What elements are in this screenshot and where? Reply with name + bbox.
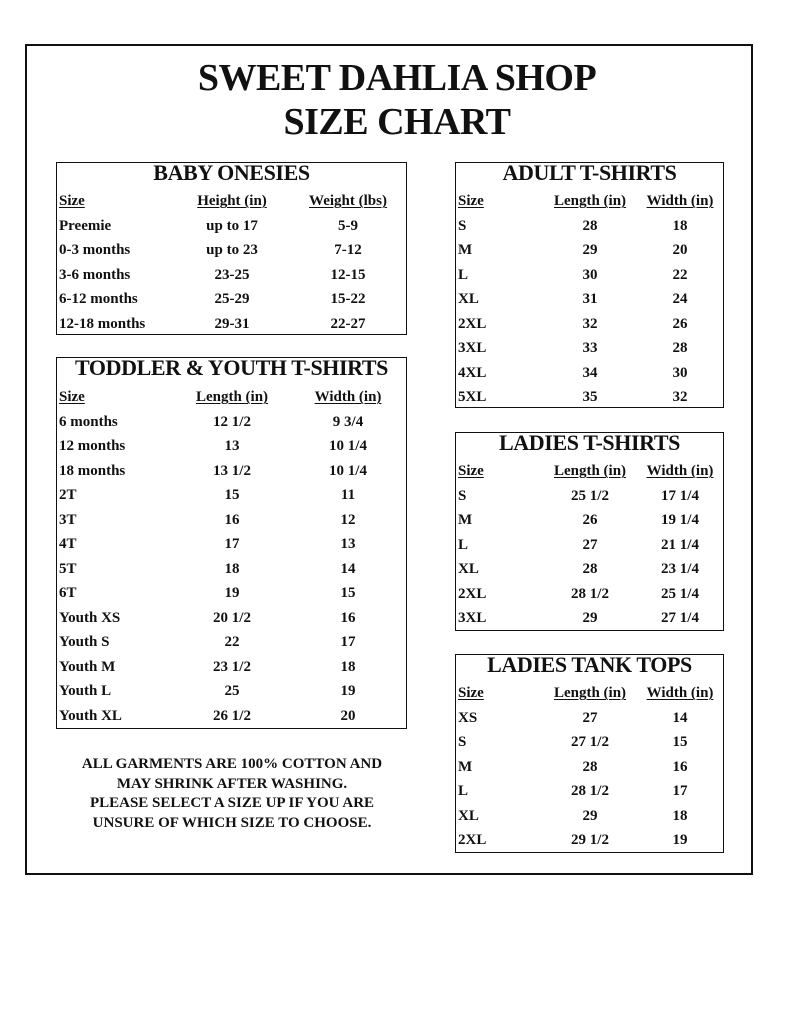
toddler-cell: Youth S (59, 634, 110, 650)
tank-cell: 15 (672, 734, 688, 750)
tank-cell: 14 (672, 709, 688, 726)
toddler-cell: 2T (59, 487, 77, 503)
ladies-tank-title: LADIES TANK TOPS (487, 652, 692, 677)
tank-cell: 17 (672, 783, 688, 799)
tank-cell: 29 (582, 807, 598, 824)
tank-cell: 16 (672, 758, 688, 775)
toddler-cell: 6 months (59, 413, 118, 430)
ladies-column-header: Width (in) (646, 463, 714, 479)
toddler-column-header: Width (in) (314, 389, 382, 405)
adult-cell: 30 (582, 266, 598, 283)
toddler-cell: 10 1/4 (329, 438, 367, 454)
tank-cell: XS (458, 709, 478, 726)
baby-cell: 5-9 (338, 217, 358, 234)
baby-cell: 29-31 (214, 315, 250, 332)
tank-cell: S (458, 734, 467, 750)
adult-cell: 3XL (458, 340, 487, 356)
baby-cell: 25-29 (214, 291, 250, 307)
baby-cell: 0-3 months (59, 242, 131, 258)
tank-column-header: Size (458, 685, 484, 701)
tank-cell: 28 1/2 (571, 783, 609, 799)
ladies-column-header: Size (458, 463, 484, 479)
chart-title: SIZE CHART (283, 101, 511, 143)
toddler-cell: 11 (340, 487, 356, 503)
ladies-cell: 25 1/2 (571, 487, 609, 504)
care-note (56, 755, 408, 833)
toddler-cell: 18 (224, 560, 240, 577)
toddler-cell: 3T (59, 511, 77, 528)
toddler-cell: 19 (340, 683, 356, 699)
baby-cell: 6-12 months (59, 291, 138, 307)
toddler-cell: 14 (340, 560, 356, 577)
ladies-cell: 27 (582, 536, 598, 553)
toddler-cell: 18 months (59, 462, 126, 479)
tank-cell: 29 1/2 (571, 832, 609, 848)
toddler-cell: 18 (340, 658, 356, 675)
ladies-tshirts-title: LADIES T-SHIRTS (499, 430, 680, 455)
toddler-cell: 15 (224, 487, 240, 503)
baby-cell: 23-25 (214, 266, 250, 283)
toddler-cell: Youth L (59, 683, 112, 699)
baby-cell: 12-15 (330, 266, 366, 283)
toddler-column-header: Size (59, 389, 85, 405)
toddler-cell: 17 (340, 634, 356, 650)
toddler-column-header: Length (in) (195, 389, 269, 405)
toddler-cell: 26 1/2 (213, 707, 251, 724)
ladies-cell: 29 (582, 610, 598, 626)
care-note-line: MAY SHRINK AFTER WASHING. (116, 775, 348, 792)
ladies-cell: 21 1/4 (661, 536, 699, 553)
ladies-cell: 3XL (458, 610, 487, 626)
adult-cell: 32 (582, 315, 598, 332)
adult-cell: 30 (672, 364, 688, 381)
toddler-cell: 12 1/2 (213, 413, 251, 430)
toddler-cell: 23 1/2 (213, 658, 251, 675)
toddler-cell: 4T (59, 536, 77, 552)
toddler-cell: 5T (59, 560, 77, 577)
ladies-cell: M (458, 512, 473, 528)
ladies-cell: S (458, 487, 467, 504)
adult-cell: 4XL (458, 364, 487, 381)
tank-column-header: Length (in) (553, 685, 627, 701)
ladies-cell: 23 1/4 (661, 561, 699, 577)
toddler-cell: 12 months (59, 438, 126, 454)
adult-cell: L (458, 266, 469, 283)
tank-column-header: Width (in) (646, 685, 714, 701)
adult-cell: 2XL (458, 315, 487, 332)
toddler-cell: 13 (224, 438, 240, 454)
adult-cell: 28 (582, 217, 598, 234)
adult-cell: 31 (582, 291, 598, 307)
adult-cell: 24 (672, 291, 688, 307)
tank-cell: 18 (672, 807, 688, 824)
baby-cell: up to 17 (206, 217, 258, 234)
baby-cell: 7-12 (334, 242, 362, 258)
ladies-cell: 17 1/4 (661, 487, 699, 504)
tank-cell: 2XL (458, 832, 487, 848)
toddler-cell: 16 (224, 511, 240, 528)
toddler-cell: 20 1/2 (213, 609, 251, 626)
adult-cell: 20 (672, 242, 688, 258)
ladies-column-header: Length (in) (553, 463, 627, 479)
tank-cell: M (458, 758, 473, 775)
adult-tshirts-title: ADULT T-SHIRTS (502, 160, 677, 185)
baby-cell: 3-6 months (59, 266, 131, 283)
adult-cell: 33 (582, 340, 598, 356)
ladies-cell: 27 1/4 (661, 610, 699, 626)
adult-column-header: Length (in) (553, 193, 627, 209)
toddler-cell: 25 (224, 683, 240, 699)
toddler-cell: Youth XS (59, 609, 121, 626)
adult-cell: 26 (672, 315, 688, 332)
toddler-cell: Youth XL (59, 707, 122, 724)
adult-cell: M (458, 242, 473, 258)
toddler-cell: 22 (224, 634, 240, 650)
tank-cell: 28 (582, 758, 598, 775)
toddler-cell: 16 (340, 609, 356, 626)
adult-cell: 28 (672, 340, 688, 356)
adult-column-header: Size (458, 193, 484, 209)
ladies-cell: L (458, 536, 469, 553)
adult-cell: 34 (582, 364, 598, 381)
baby-cell: 15-22 (330, 291, 366, 307)
tank-cell: 27 (582, 709, 598, 726)
adult-cell: S (458, 217, 467, 234)
toddler-cell: 10 1/4 (329, 462, 367, 479)
toddler-cell: 20 (340, 707, 356, 724)
ladies-cell: 28 (582, 561, 598, 577)
baby-column-header: Weight (lbs) (309, 193, 387, 209)
adult-cell: 18 (672, 217, 688, 234)
toddler-cell: 17 (224, 536, 240, 552)
baby-column-header: Height (in) (197, 193, 267, 209)
baby-cell: 22-27 (330, 315, 366, 332)
adult-cell: 35 (582, 389, 598, 405)
baby-onesies-title: BABY ONESIES (153, 160, 310, 185)
toddler-cell: 12 (340, 511, 356, 528)
adult-column-header: Width (in) (646, 193, 714, 209)
toddler-cell: 19 (224, 585, 240, 601)
shop-title: SWEET DAHLIA SHOP (197, 57, 597, 99)
baby-column-header: Size (59, 193, 85, 209)
toddler-cell: 13 (340, 536, 356, 552)
adult-cell: 5XL (458, 389, 487, 405)
ladies-cell: XL (458, 561, 479, 577)
toddler-cell: 9 3/4 (332, 413, 364, 430)
ladies-cell: 28 1/2 (571, 585, 609, 602)
ladies-cell: 25 1/4 (661, 585, 699, 602)
toddler-cell: Youth M (59, 658, 116, 675)
adult-cell: 29 (582, 242, 598, 258)
tank-cell: L (458, 783, 469, 799)
adult-cell: XL (458, 291, 479, 307)
baby-cell: up to 23 (206, 242, 258, 258)
care-note-line: ALL GARMENTS ARE 100% COTTON AND (81, 756, 383, 772)
tank-cell: XL (458, 807, 479, 824)
ladies-cell: 26 (582, 512, 598, 528)
toddler-cell: 13 1/2 (213, 462, 251, 479)
tank-cell: 27 1/2 (571, 734, 609, 750)
adult-cell: 22 (672, 266, 688, 283)
baby-cell: 12-18 months (59, 315, 146, 332)
care-note-line: PLEASE SELECT A SIZE UP IF YOU ARE (89, 795, 375, 811)
tank-cell: 19 (672, 832, 688, 848)
ladies-cell: 2XL (458, 585, 487, 602)
care-note-line: UNSURE OF WHICH SIZE TO CHOOSE. (92, 814, 372, 831)
adult-cell: 32 (672, 389, 688, 405)
ladies-cell: 19 1/4 (661, 512, 699, 528)
toddler-youth-title: TODDLER & YOUTH T-SHIRTS (75, 355, 388, 380)
toddler-cell: 6T (59, 585, 77, 601)
baby-cell: Preemie (59, 217, 112, 234)
toddler-cell: 15 (340, 585, 356, 601)
